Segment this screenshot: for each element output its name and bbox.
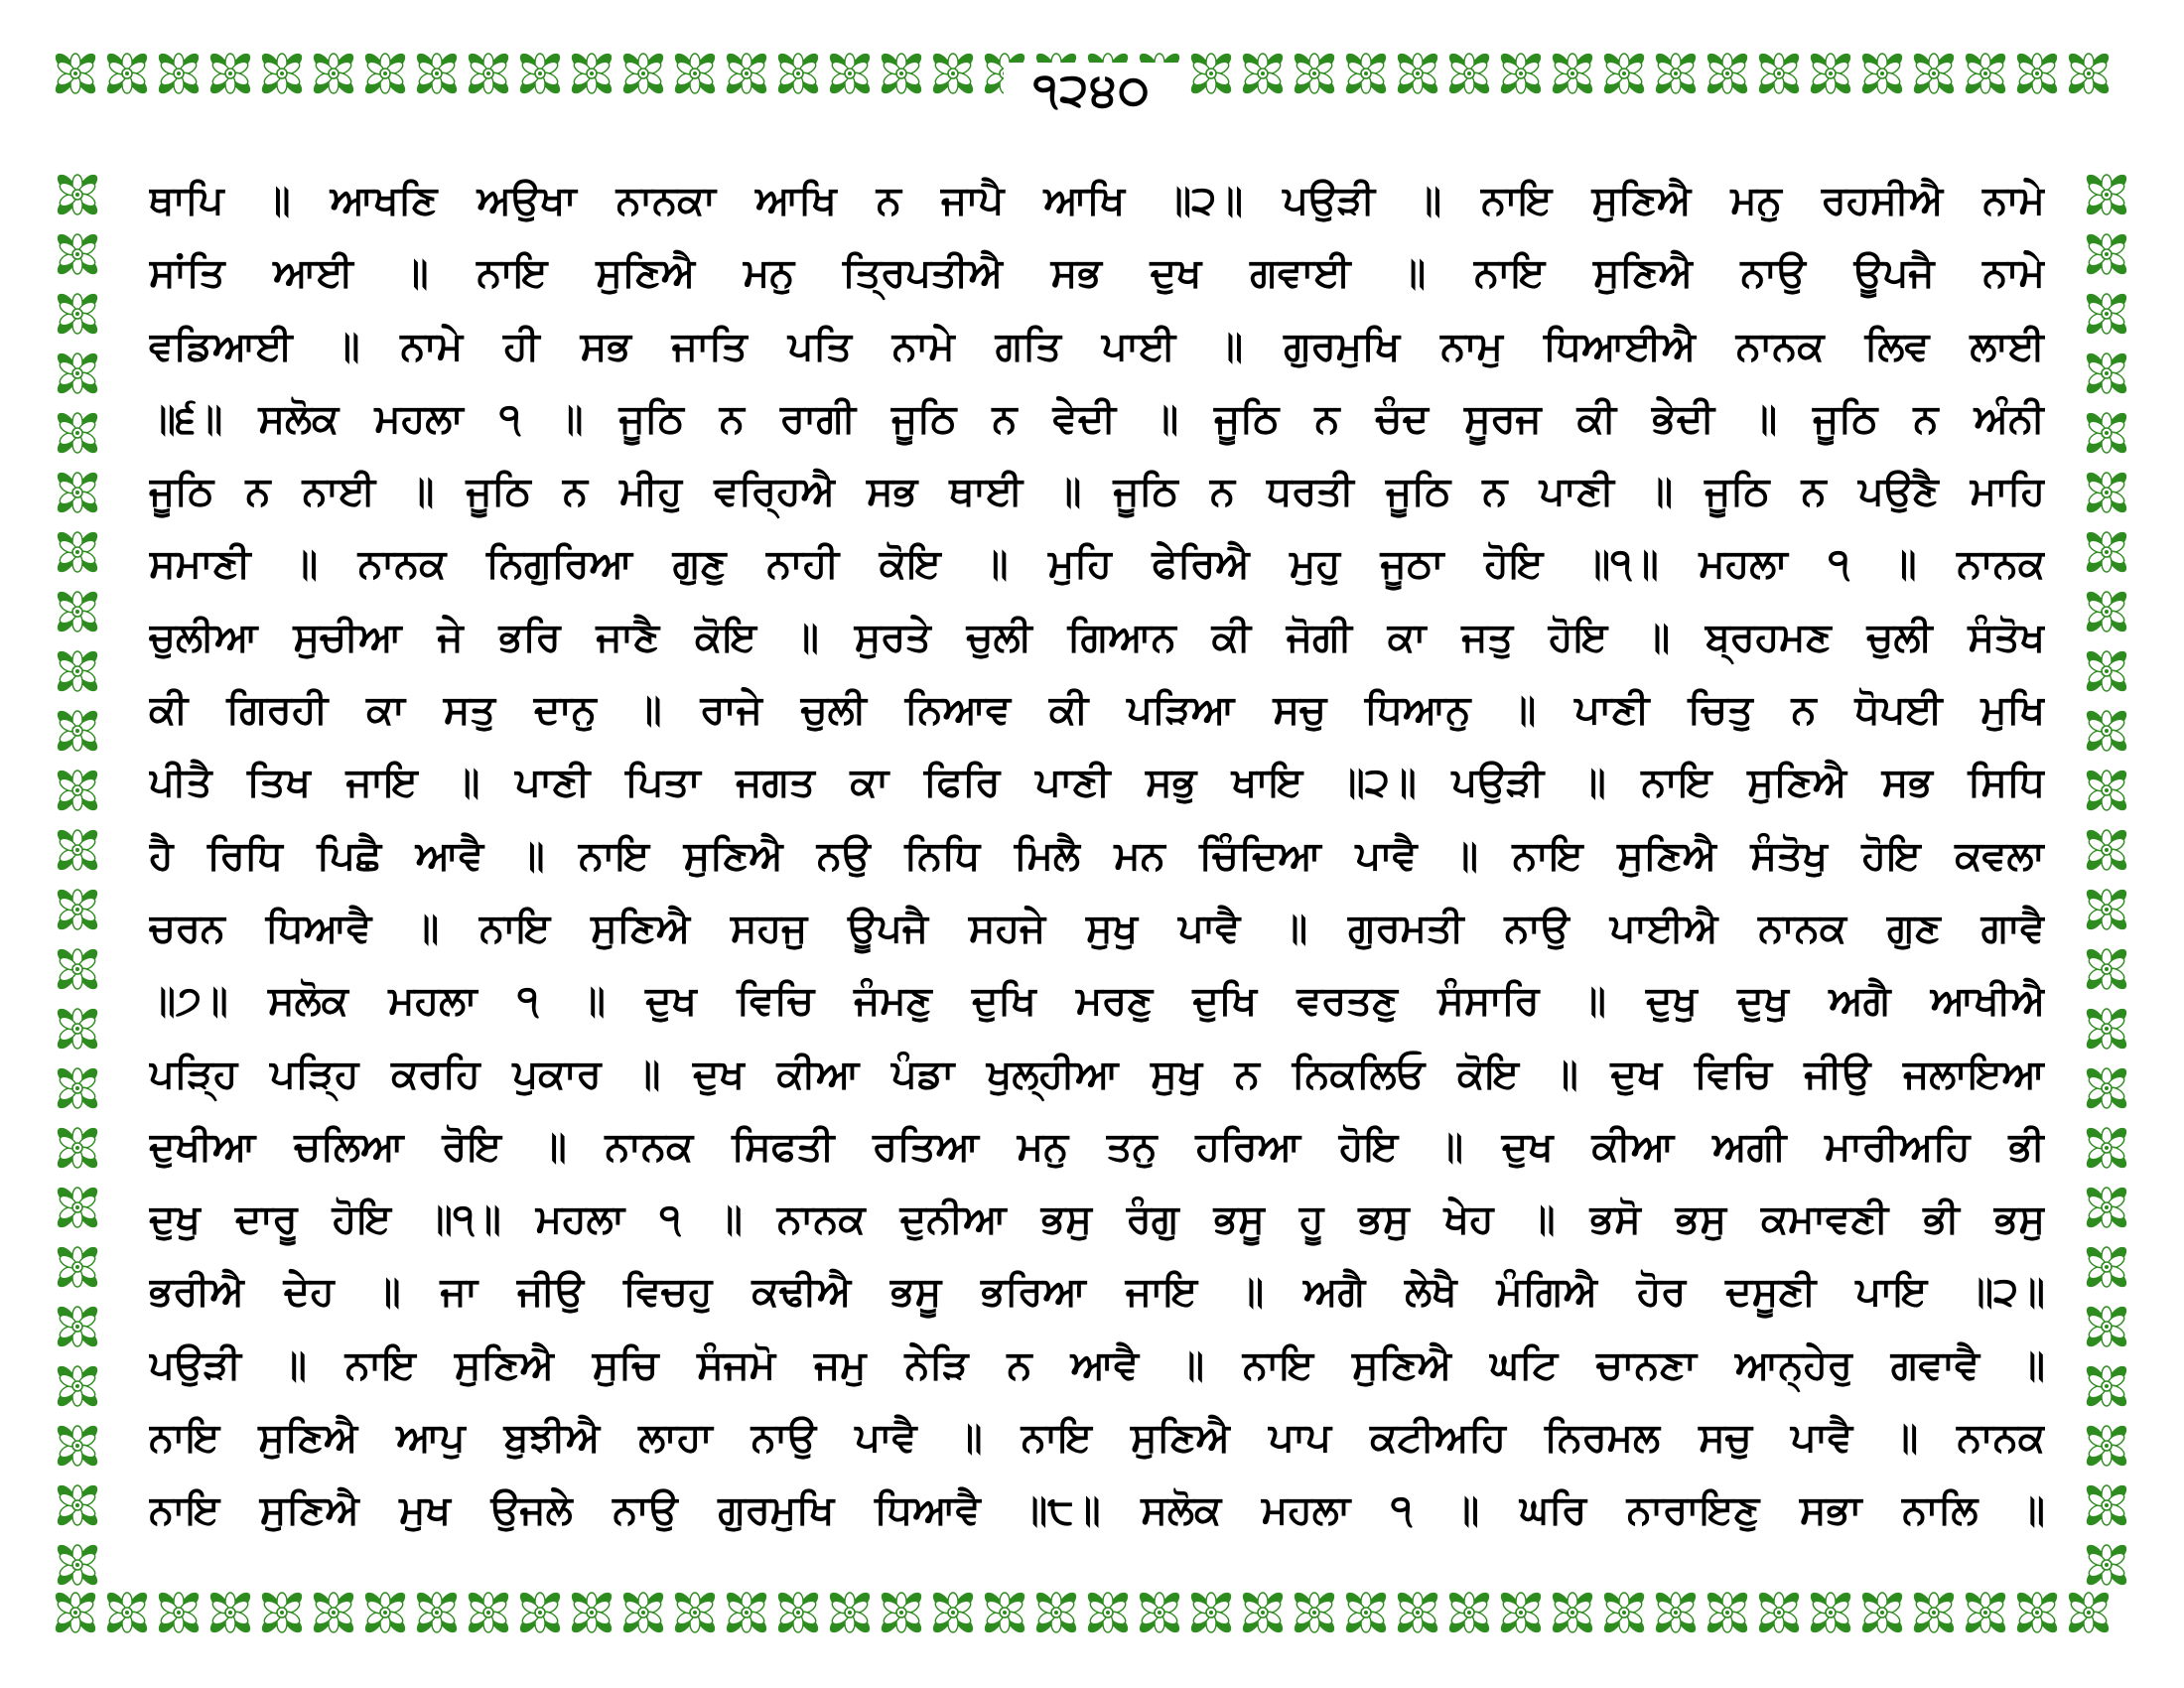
flower-icon — [2081, 1479, 2132, 1539]
flower-icon — [52, 1479, 103, 1539]
text-line: ਹੈ ਰਿਧਿ ਪਿਛੈ ਆਵੈ ॥ ਨਾਇ ਸੁਣਿਐ ਨਉ ਨਿਧਿ ਮਿਲੈ ਮਨ ਚਿੰਦਿਆ ਪਾਵੈ ॥ ਨਾਇ ਸੁਣਿਐ ਸੰਤੋਖੁ ਹੋਇ ਕਵਲਾ — [149, 832, 2045, 879]
flower-icon — [2081, 1301, 2132, 1360]
flower-icon — [52, 288, 103, 348]
text-line: ਪੜ੍ਹਿ ਪੜ੍ਹਿ ਕਰਹਿ ਪੁਕਾਰ ॥ ਦੁਖ ਕੀਆ ਪੰਡਾ ਖੁਲ੍ਹੀਆ ਸੁਖੁ ਨ ਨਿਕਲਿਓ ਕੋਇ ॥ ਦੁਖ ਵਿਚਿ ਜੀਉ ਜਲਾਇਆ — [149, 1051, 2045, 1097]
flower-icon — [927, 1587, 979, 1638]
flower-icon — [2081, 1360, 2132, 1420]
flower-icon — [52, 824, 103, 884]
decorative-border-left — [52, 169, 103, 1599]
flower-icon — [1650, 1587, 1702, 1638]
flower-icon — [101, 1587, 153, 1638]
flower-icon — [772, 1587, 824, 1638]
flower-icon — [1185, 1587, 1237, 1638]
text-line: ॥੬॥ ਸਲੋਕ ਮਹਲਾ ੧ ॥ ਜੂਠਿ ਨ ਰਾਗੀ ਜੂਠਿ ਨ ਵੇਦੀ ॥ ਜੂਠਿ ਨ ਚੰਦ ਸੂਰਜ ਕੀ ਭੇਦੀ ॥ ਜੂਠਿ ਨ ਅੰਨੀ — [149, 395, 2045, 442]
scripture-text — [149, 165, 2045, 1548]
text-line: ਚੁਲੀਆ ਸੁਚੀਆ ਜੇ ਭਰਿ ਜਾਣੈ ਕੋਇ ॥ ਸੁਰਤੇ ਚੁਲੀ ਗਿਆਨ ਕੀ ਜੋਗੀ ਕਾ ਜਤੁ ਹੋਇ ॥ ਬ੍ਰਹਮਣ ਚੁਲੀ ਸੰਤੋਖ — [149, 614, 2045, 660]
flower-icon — [52, 1420, 103, 1479]
flower-icon — [52, 705, 103, 765]
flower-icon — [2081, 407, 2132, 467]
flower-icon — [2081, 1182, 2132, 1241]
flower-icon — [1908, 1587, 1960, 1638]
flower-icon — [1392, 1587, 1443, 1638]
flower-icon — [2081, 1420, 2132, 1479]
flower-icon — [1495, 1587, 1547, 1638]
flower-icon — [256, 1587, 308, 1638]
flower-icon — [2081, 1122, 2132, 1182]
flower-icon — [52, 1003, 103, 1062]
text-line: ॥੭॥ ਸਲੋਕ ਮਹਲਾ ੧ ॥ ਦੁਖ ਵਿਚਿ ਜੰਮਣੁ ਦੁਖਿ ਮਰਣੁ ਦੁਖਿ ਵਰਤਣੁ ਸੰਸਾਰਿ ॥ ਦੁਖੁ ਦੁਖੁ ਅਗੈ ਆਖੀਐ — [149, 978, 2045, 1025]
flower-icon — [2081, 526, 2132, 586]
flower-icon — [514, 1587, 566, 1638]
text-line: ਥਾਪਿ ॥ ਆਖਣਿ ਅਉਖਾ ਨਾਨਕਾ ਆਖਿ ਨ ਜਾਪੈ ਆਖਿ ॥੨॥ ਪਉੜੀ ॥ ਨਾਇ ਸੁਣਿਐ ਮਨੁ ਰਹਸੀਐ ਨਾਮੇ — [149, 178, 2045, 223]
text-line: ਚਰਨ ਧਿਆਵੈ ॥ ਨਾਇ ਸੁਣਿਐ ਸਹਜੁ ਊਪਜੈ ਸਹਜੇ ਸੁਖੁ ਪਾਵੈ ॥ ਗੁਰਮਤੀ ਨਾਉ ਪਾਈਐ ਨਾਨਕ ਗੁਣ ਗਾਵੈ — [149, 905, 2045, 951]
text-line: ਸਮਾਣੀ ॥ ਨਾਨਕ ਨਿਗੁਰਿਆ ਗੁਣੁ ਨਾਹੀ ਕੋਇ ॥ ਮੁਹਿ ਫੇਰਿਐ ਮੁਹੁ ਜੂਠਾ ਹੋਇ ॥੧॥ ਮਹਲਾ ੧ ॥ ਨਾਨਕ — [149, 541, 2045, 588]
flower-icon — [205, 1587, 256, 1638]
flower-icon — [1030, 1587, 1082, 1638]
flower-icon — [721, 1587, 772, 1638]
flower-icon — [2081, 288, 2132, 348]
flower-icon — [2081, 824, 2132, 884]
text-line: ਨਾਇ ਸੁਣਿਐ ਆਪੁ ਬੁਝੀਐ ਲਾਹਾ ਨਾਉ ਪਾਵੈ ॥ ਨਾਇ ਸੁਣਿਐ ਪਾਪ ਕਟੀਅਹਿ ਨਿਰਮਲ ਸਚੁ ਪਾਵੈ ॥ ਨਾਨਕ — [149, 1415, 2045, 1462]
flower-icon — [2081, 1062, 2132, 1122]
text-line: ਵਡਿਆਈ ॥ ਨਾਮੇ ਹੀ ਸਭ ਜਾਤਿ ਪਤਿ ਨਾਮੇ ਗਤਿ ਪਾਈ ॥ ਗੁਰਮੁਖਿ ਨਾਮੁ ਧਿਆਈਐ ਨਾਨਕ ਲਿਵ ਲਾਈ — [149, 323, 2045, 369]
flower-icon — [52, 1062, 103, 1122]
flower-icon — [52, 645, 103, 705]
flower-icon — [876, 1587, 927, 1638]
flower-icon — [1598, 1587, 1650, 1638]
flower-icon — [1753, 1587, 1805, 1638]
flower-icon — [2011, 1587, 2063, 1638]
flower-icon — [617, 1587, 669, 1638]
flower-icon — [2081, 467, 2132, 526]
text-line: ਸਾਂਤਿ ਆਈ ॥ ਨਾਇ ਸੁਣਿਐ ਮਨੁ ਤ੍ਰਿਪਤੀਐ ਸਭ ਦੁਖ ਗਵਾਈ ॥ ਨਾਇ ਸੁਣਿਐ ਨਾਉ ਊਪਜੈ ਨਾਮੇ — [149, 250, 2045, 297]
flower-icon — [52, 169, 103, 228]
flower-icon — [308, 1587, 359, 1638]
flower-icon — [52, 526, 103, 586]
flower-icon — [359, 1587, 411, 1638]
flower-icon — [1082, 1587, 1134, 1638]
flower-icon — [1856, 1587, 1908, 1638]
flower-icon — [1443, 1587, 1495, 1638]
flower-icon — [52, 765, 103, 824]
page-number-text: ੧੨੪੦ — [1004, 63, 1181, 116]
flower-icon — [2081, 169, 2132, 228]
flower-icon — [1805, 1587, 1856, 1638]
text-line: ਜੂਠਿ ਨ ਨਾਈ ॥ ਜੂਠਿ ਨ ਮੀਹੁ ਵਰ੍ਹਿਐ ਸਭ ਥਾਈ ॥ ਜੂਠਿ ਨ ਧਰਤੀ ਜੂਠਿ ਨ ਪਾਣੀ ॥ ਜੂਠਿ ਨ ਪਉਣੈ ਮਾਹਿ — [149, 469, 2045, 515]
flower-icon — [52, 1241, 103, 1301]
flower-icon — [52, 586, 103, 645]
flower-icon — [52, 228, 103, 288]
text-line: ਭਰੀਐ ਦੇਹ ॥ ਜਾ ਜੀਉ ਵਿਚਹੁ ਕਢੀਐ ਭਸੂ ਭਰਿਆ ਜਾਇ ॥ ਅਗੈ ਲੇਖੈ ਮੰਗਿਐ ਹੋਰ ਦਸੂਣੀ ਪਾਇ ॥੨॥ — [149, 1269, 2045, 1316]
flower-icon — [2081, 1241, 2132, 1301]
flower-icon — [1134, 1587, 1185, 1638]
flower-icon — [979, 1587, 1030, 1638]
text-line: ਦੁਖੀਆ ਚਲਿਆ ਰੋਇ ॥ ਨਾਨਕ ਸਿਫਤੀ ਰਤਿਆ ਮਨੁ ਤਨੁ ਹਰਿਆ ਹੋਇ ॥ ਦੁਖ ਕੀਆ ਅਗੀ ਮਾਰੀਅਹਿ ਭੀ — [149, 1123, 2045, 1170]
flower-icon — [2081, 586, 2132, 645]
text-line: ਕੀ ਗਿਰਹੀ ਕਾ ਸਤੁ ਦਾਨੁ ॥ ਰਾਜੇ ਚੁਲੀ ਨਿਆਵ ਕੀ ਪੜਿਆ ਸਚੁ ਧਿਆਨੁ ॥ ਪਾਣੀ ਚਿਤੁ ਨ ਧੋਪਈ ਮੁਖਿ — [149, 687, 2045, 734]
flower-icon — [52, 1182, 103, 1241]
flower-icon — [463, 1587, 514, 1638]
flower-icon — [669, 1587, 721, 1638]
text-line: ਨਾਇ ਸੁਣਿਐ ਮੁਖ ਉਜਲੇ ਨਾਉ ਗੁਰਮੁਖਿ ਧਿਆਵੈ ॥੮॥ ਸਲੋਕ ਮਹਲਾ ੧ ॥ ਘਰਿ ਨਾਰਾਇਣੁ ਸਭਾ ਨਾਲਿ ॥ — [149, 1487, 2045, 1534]
flower-icon — [2081, 348, 2132, 407]
text-line: ਦੁਖੁ ਦਾਰੂ ਹੋਇ ॥੧॥ ਮਹਲਾ ੧ ॥ ਨਾਨਕ ਦੁਨੀਆ ਭਸੁ ਰੰਗੁ ਭਸੂ ਹੂ ਭਸੁ ਖੇਹ ॥ ਭਸੋ ਭਸੁ ਕਮਾਵਣੀ ਭੀ ਭਸੁ — [149, 1196, 2045, 1243]
flower-icon — [2081, 645, 2132, 705]
flower-icon — [52, 1301, 103, 1360]
flower-icon — [2081, 884, 2132, 943]
flower-icon — [1702, 1587, 1753, 1638]
flower-icon — [1547, 1587, 1598, 1638]
flower-icon — [2081, 228, 2132, 288]
flower-icon — [52, 943, 103, 1003]
flower-icon — [2081, 705, 2132, 765]
flower-icon — [52, 884, 103, 943]
decorative-border-right — [2081, 169, 2132, 1599]
flower-icon — [2081, 943, 2132, 1003]
flower-icon — [52, 1122, 103, 1182]
flower-icon — [52, 1539, 103, 1599]
flower-icon — [52, 1360, 103, 1420]
flower-icon — [2081, 1539, 2132, 1599]
flower-icon — [1289, 1587, 1340, 1638]
page-number — [0, 62, 2184, 117]
flower-icon — [2081, 1003, 2132, 1062]
flower-icon — [824, 1587, 876, 1638]
flower-icon — [1960, 1587, 2011, 1638]
flower-icon — [411, 1587, 463, 1638]
text-line: ਪੀਤੈ ਤਿਖ ਜਾਇ ॥ ਪਾਣੀ ਪਿਤਾ ਜਗਤ ਕਾ ਫਿਰਿ ਪਾਣੀ ਸਭੁ ਖਾਇ ॥੨॥ ਪਉੜੀ ॥ ਨਾਇ ਸੁਣਿਐ ਸਭ ਸਿਧਿ — [149, 760, 2045, 806]
flower-icon — [52, 467, 103, 526]
flower-icon — [153, 1587, 205, 1638]
flower-icon — [1340, 1587, 1392, 1638]
flower-icon — [52, 348, 103, 407]
flower-icon — [52, 407, 103, 467]
flower-icon — [2081, 765, 2132, 824]
flower-icon — [566, 1587, 617, 1638]
flower-icon — [1237, 1587, 1289, 1638]
text-line: ਪਉੜੀ ॥ ਨਾਇ ਸੁਣਿਐ ਸੁਚਿ ਸੰਜਮੋ ਜਮੁ ਨੇੜਿ ਨ ਆਵੈ ॥ ਨਾਇ ਸੁਣਿਐ ਘਟਿ ਚਾਨਣਾ ਆਨ੍ਹੇਰੁ ਗਵਾਵੈ ॥ — [149, 1341, 2045, 1388]
decorative-border-bottom — [50, 1587, 2115, 1638]
